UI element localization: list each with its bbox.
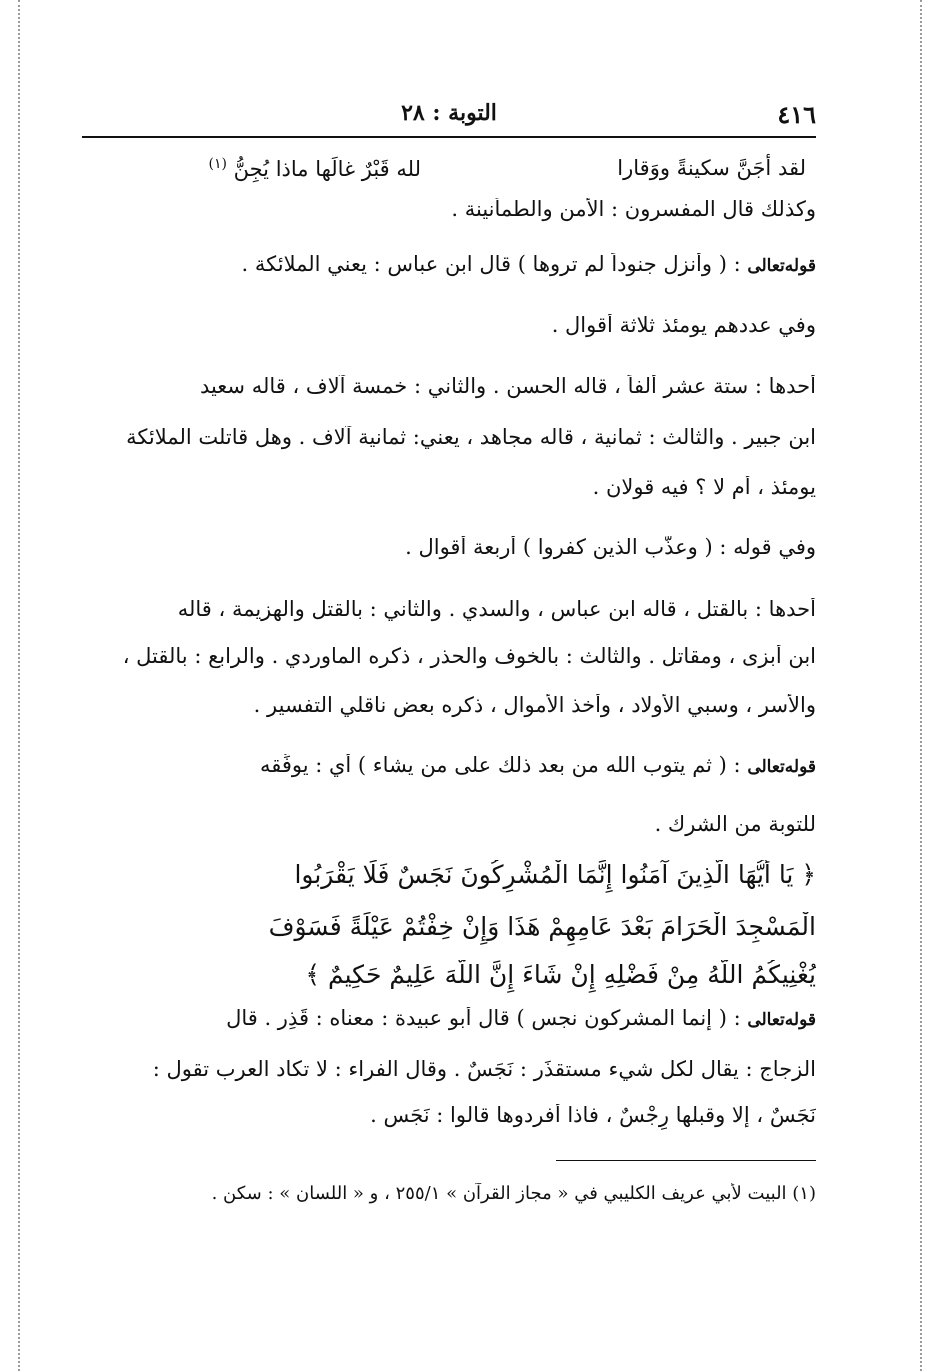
- quran-verse-line: الْمَسْجِدَ الْحَرَامَ بَعْدَ عَامِهِمْ هَذَا وَإِنْ خِفْتُمْ عَيْلَةً فَسَوْفَ: [268, 912, 816, 941]
- text-line: قوله‌تعالى : ( ثم يتوب الله من بعد ذلك على من يشاء ) أي : يوفِّقه: [259, 754, 816, 777]
- footnote: (١) البيت لأبي عريف الكليبي في « مجاز القرآن » ٢٥٥/١ ، و « اللسان » : سكن .: [211, 1183, 816, 1204]
- text-line: ابن جبير . والثالث : ثمانية ، قاله مجاهد ، يعني: ثمانية آلاف . وهل قاتلت الملائكة: [126, 426, 816, 449]
- verse-hemistich-first: لقد أجَنَّ سكينةً ووَقارا: [617, 156, 806, 180]
- page-header: [82, 98, 816, 128]
- text-line: الزجاج : يقال لكل شيء مستقذَر : نَجَسٌ . وقال الفراء : لا تكاد العرب تقول :: [152, 1058, 816, 1081]
- text-line: وكذلك قال المفسرون : الأمن والطمأنينة .: [451, 198, 816, 221]
- page-number: ٤١٦: [777, 100, 816, 129]
- text-line: وفي عددهم يومئذ ثلاثة أقوال .: [551, 314, 816, 337]
- quran-verse-line: يُغْنِيكُمُ اللَّهُ مِنْ فَضْلِهِ إِنْ شَاءَ إِنَّ اللَّهَ عَلِيمٌ حَكِيمٌ ﴾: [305, 960, 816, 989]
- verse-hemistich-second: لله قَبْرٌ غالَها ماذا يُجِنُّ $^{(١)}$: [208, 156, 421, 181]
- poetry-verse: [82, 138, 816, 196]
- left-margin-dots: [18, 0, 20, 1371]
- text-line: أحدها : ستة عشر ألفاً ، قاله الحسن . والثاني : خمسة آلاف ، قاله سعيد: [199, 375, 816, 398]
- keyword-label: قوله‌تعالى: [747, 256, 816, 276]
- text-line: نَجَسٌ ، إلا وقبلها رِجْسٌ ، فاذا أفردوها قالوا : نَجَس .: [370, 1104, 816, 1127]
- keyword-label: قوله‌تعالى: [747, 757, 816, 777]
- keyword-label: قوله‌تعالى: [747, 1010, 816, 1030]
- text-line: وفي قوله : ( وعذَّب الذين كفروا ) أربعة أقوال .: [405, 536, 816, 559]
- book-page: [82, 98, 816, 1205]
- quran-verse-line: ﴿ يَا أَيُّهَا الَّذِينَ آمَنُوا إِنَّمَا الْمُشْرِكُونَ نَجَسٌ فَلَا يَقْرَبُوا: [294, 860, 816, 889]
- text-line: أحدها : بالقتل ، قاله ابن عباس ، والسدي . والثاني : بالقتل والهزيمة ، قاله: [177, 598, 816, 621]
- text-line: للتوبة من الشرك .: [654, 813, 816, 836]
- text-line: ابن أبزى ، ومقاتل . والثالث : بالخوف والحذر ، ذكره الماوردي . والرابع : بالقتل ،: [122, 645, 816, 668]
- right-margin-dots: [920, 0, 922, 1371]
- text-line: والأسر ، وسبي الأولاد ، وأخذ الأموال ، ذكره بعض ناقلي التفسير .: [253, 694, 816, 717]
- text-line: يومئذ ، أم لا ؟ فيه قولان .: [592, 476, 816, 499]
- text-line: قوله‌تعالى : ( وأنزل جنوداً لم تروها ) قال ابن عباس : يعني الملائكة .: [241, 253, 816, 276]
- text-line: قوله‌تعالى : ( إنما المشركون نجس ) قال أبو عبيدة : معناه : قَذِر . قال: [226, 1007, 816, 1030]
- footnote-rule: [556, 1160, 816, 1161]
- footnote-reference: (١): [208, 156, 227, 172]
- surah-reference: التوبة : ٢٨: [401, 100, 497, 126]
